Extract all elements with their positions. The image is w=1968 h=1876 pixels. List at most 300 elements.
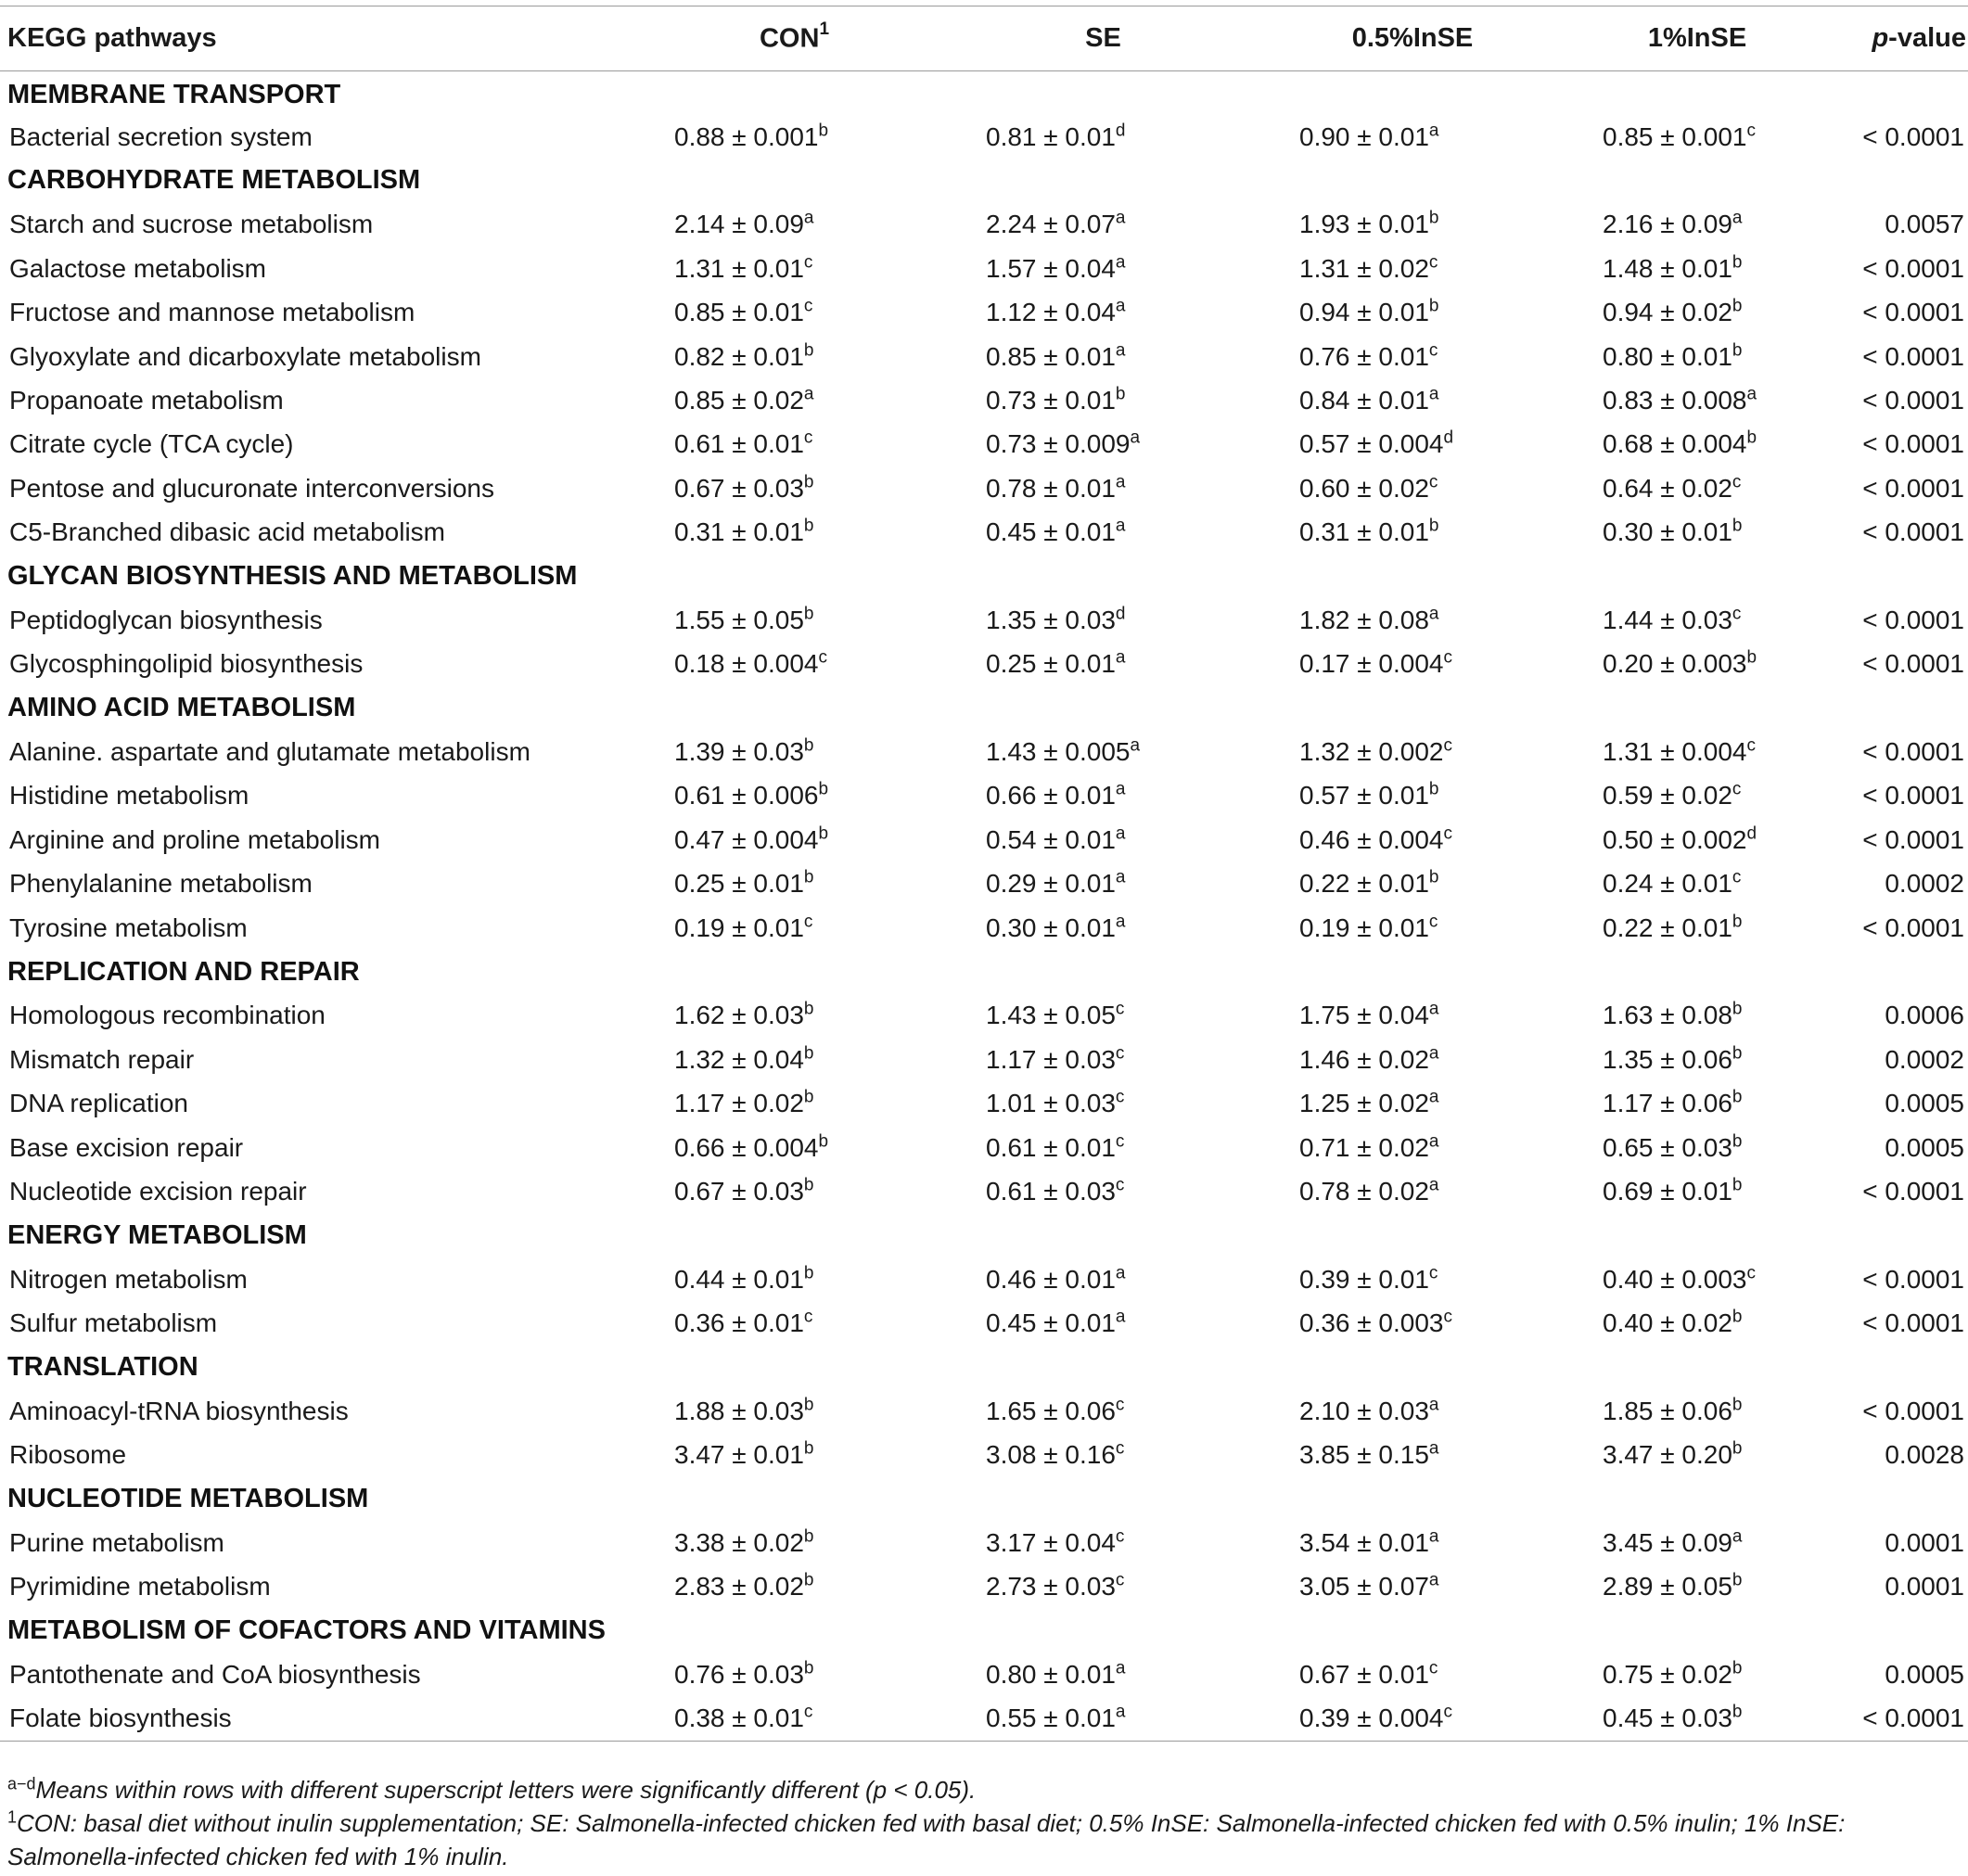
mean-sem: 0.59 ± 0.02 <box>1603 781 1732 810</box>
significance-letter: b <box>803 516 814 536</box>
mean-sem: 3.38 ± 0.02 <box>674 1528 804 1558</box>
mean-sem: 0.61 ± 0.006 <box>674 781 819 810</box>
significance-letter: b <box>803 1395 814 1415</box>
significance-letter: c <box>1732 780 1742 800</box>
p-value-cell: 0.0057 <box>1885 210 1964 239</box>
mean-sem: 0.60 ± 0.02 <box>1299 473 1429 503</box>
section-title: ENERGY METABOLISM <box>7 1219 307 1250</box>
mean-sem: 0.66 ± 0.004 <box>674 1132 819 1162</box>
significance-letter: c <box>803 912 813 932</box>
pathway-name: Peptidoglycan biosynthesis <box>9 605 323 634</box>
mean-sem: 0.19 ± 0.01 <box>1299 912 1429 942</box>
significance-letter: d <box>1115 604 1126 624</box>
pathway-name: Tyrosine metabolism <box>9 912 248 942</box>
header-1-inse: 1%InSE <box>1567 6 1827 71</box>
header-con-footnote-mark: 1 <box>819 19 830 40</box>
value-cell <box>949 1257 1258 1301</box>
value-cell <box>1258 1434 1567 1477</box>
significance-letter: b <box>803 867 814 887</box>
mean-sem: 3.47 ± 0.01 <box>674 1440 804 1470</box>
significance-letter: a <box>1115 1703 1126 1723</box>
pathway-name: Pyrimidine metabolism <box>9 1572 271 1602</box>
value-cell <box>640 1653 949 1697</box>
value-cell <box>640 818 949 861</box>
table-row <box>0 862 1968 906</box>
p-value-cell: 0.0028 <box>1885 1440 1964 1470</box>
mean-sem: 1.82 ± 0.08 <box>1299 605 1429 634</box>
significance-letter: a <box>1115 209 1126 229</box>
value-cell <box>640 290 949 334</box>
value-cell <box>949 862 1258 906</box>
value-cell <box>640 1301 949 1345</box>
value-cell <box>949 1126 1258 1169</box>
significance-letter: b <box>1732 1000 1743 1020</box>
table-row <box>0 203 1968 247</box>
value-cell <box>640 1697 949 1741</box>
mean-sem: 0.57 ± 0.01 <box>1299 781 1429 810</box>
mean-sem: 2.14 ± 0.09 <box>674 210 804 239</box>
pathway-name: Arginine and proline metabolism <box>9 824 380 854</box>
significance-letter: a <box>803 384 814 404</box>
value-cell <box>1258 730 1567 773</box>
p-value-cell: < 0.0001 <box>1862 341 1964 371</box>
value-cell <box>1567 1169 1827 1213</box>
p-value-cell: 0.0005 <box>1885 1132 1964 1162</box>
section-title: CARBOHYDRATE METABOLISM <box>7 165 421 196</box>
significance-letter: b <box>803 1263 814 1283</box>
footnote-groups <box>7 1806 1961 1873</box>
section-title: AMINO ACID METABOLISM <box>7 693 356 723</box>
mean-sem: 0.85 ± 0.01 <box>986 341 1116 371</box>
significance-letter: c <box>1746 1263 1756 1283</box>
header-kegg-pathways: KEGG pathways <box>0 6 640 71</box>
mean-sem: 0.36 ± 0.003 <box>1299 1308 1444 1338</box>
mean-sem: 0.82 ± 0.01 <box>674 341 804 371</box>
pathway-name: Propanoate metabolism <box>9 385 284 415</box>
mean-sem: 2.24 ± 0.07 <box>986 210 1116 239</box>
significance-letter: a <box>1428 1395 1439 1415</box>
p-value-cell: 0.0002 <box>1885 1044 1964 1074</box>
mean-sem: 0.25 ± 0.01 <box>674 869 804 899</box>
section-title: MEMBRANE TRANSPORT <box>7 79 341 109</box>
value-cell <box>949 818 1258 861</box>
pathway-name: Sulfur metabolism <box>9 1308 218 1338</box>
mean-sem: 0.71 ± 0.02 <box>1299 1132 1429 1162</box>
value-cell <box>1258 466 1567 510</box>
value-cell <box>1258 1081 1567 1125</box>
mean-sem: 1.46 ± 0.02 <box>1299 1044 1429 1074</box>
mean-sem: 0.22 ± 0.01 <box>1299 869 1429 899</box>
value-cell <box>640 1081 949 1125</box>
value-cell <box>640 423 949 466</box>
significance-letter: b <box>1732 1175 1743 1195</box>
significance-letter: b <box>1732 1438 1743 1459</box>
table-row <box>0 1565 1968 1609</box>
mean-sem: 0.44 ± 0.01 <box>674 1264 804 1294</box>
significance-letter: a <box>1115 1263 1126 1283</box>
mean-sem: 0.73 ± 0.009 <box>986 429 1131 459</box>
significance-letter: b <box>1428 516 1439 536</box>
significance-letter: c <box>1443 1703 1452 1723</box>
significance-letter: c <box>1115 1395 1125 1415</box>
significance-letter: c <box>1443 1307 1452 1327</box>
pathway-name: Purine metabolism <box>9 1528 224 1558</box>
mean-sem: 0.55 ± 0.01 <box>986 1704 1116 1733</box>
value-cell <box>1567 1434 1827 1477</box>
mean-sem: 0.61 ± 0.03 <box>986 1176 1116 1206</box>
pathway-name: Glyoxylate and dicarboxylate metabolism <box>9 341 481 371</box>
significance-letter: b <box>1732 1571 1743 1591</box>
value-cell <box>640 1389 949 1433</box>
significance-letter: b <box>803 1087 814 1107</box>
pathway-name: Pentose and glucuronate interconversions <box>9 473 495 503</box>
p-value-cell: < 0.0001 <box>1862 1396 1964 1425</box>
p-value-cell: < 0.0001 <box>1862 473 1964 503</box>
value-cell <box>1258 1257 1567 1301</box>
significance-letter: b <box>1732 1703 1743 1723</box>
mean-sem: 0.67 ± 0.03 <box>674 1176 804 1206</box>
section-row <box>0 1477 1968 1521</box>
mean-sem: 0.45 ± 0.01 <box>986 1308 1116 1338</box>
p-value-cell: < 0.0001 <box>1862 649 1964 679</box>
table-row <box>0 510 1968 554</box>
value-cell <box>640 1038 949 1081</box>
pathway-name: Histidine metabolism <box>9 781 249 810</box>
mean-sem: 0.39 ± 0.004 <box>1299 1704 1444 1733</box>
value-cell <box>1567 643 1827 686</box>
pathway-name: Phenylalanine metabolism <box>9 869 313 899</box>
table-row <box>0 1301 1968 1345</box>
value-cell <box>640 1257 949 1301</box>
significance-letter: b <box>1746 647 1757 668</box>
significance-letter: a <box>1115 472 1126 492</box>
significance-letter: c <box>1115 1526 1125 1547</box>
section-row <box>0 686 1968 730</box>
value-cell <box>1567 335 1827 378</box>
mean-sem: 0.85 ± 0.01 <box>674 298 804 327</box>
value-cell <box>1258 247 1567 290</box>
significance-letter: c <box>1746 735 1756 756</box>
value-cell <box>640 994 949 1038</box>
mean-sem: 2.73 ± 0.03 <box>986 1572 1116 1602</box>
value-cell <box>949 1081 1258 1125</box>
value-cell <box>1567 862 1827 906</box>
pathway-name: DNA replication <box>9 1089 188 1118</box>
header-con <box>640 6 949 71</box>
section-title: NUCLEOTIDE METABOLISM <box>7 1484 369 1514</box>
mean-sem: 2.10 ± 0.03 <box>1299 1396 1429 1425</box>
significance-letter: a <box>1732 209 1743 229</box>
value-cell <box>1567 1257 1827 1301</box>
significance-letter: b <box>1115 384 1126 404</box>
mean-sem: 0.57 ± 0.004 <box>1299 429 1444 459</box>
mean-sem: 1.31 ± 0.004 <box>1603 737 1747 767</box>
mean-sem: 1.39 ± 0.03 <box>674 737 804 767</box>
table-row <box>0 818 1968 861</box>
mean-sem: 0.80 ± 0.01 <box>1603 341 1732 371</box>
section-row <box>0 71 1968 115</box>
mean-sem: 1.85 ± 0.06 <box>1603 1396 1732 1425</box>
p-value-cell: < 0.0001 <box>1862 824 1964 854</box>
value-cell <box>1258 643 1567 686</box>
significance-letter: c <box>1746 121 1756 141</box>
p-value-cell: 0.0001 <box>1885 1572 1964 1602</box>
significance-letter: a <box>1428 1087 1439 1107</box>
header-se: SE <box>949 6 1258 71</box>
mean-sem: 1.57 ± 0.04 <box>986 253 1116 283</box>
value-cell <box>949 378 1258 422</box>
significance-letter: b <box>803 1043 814 1064</box>
significance-letter: c <box>1115 1131 1125 1152</box>
significance-letter: b <box>818 1131 829 1152</box>
value-cell <box>949 290 1258 334</box>
mean-sem: 1.44 ± 0.03 <box>1603 605 1732 634</box>
pathway-name: Aminoacyl-tRNA biosynthesis <box>9 1396 349 1425</box>
value-cell <box>1258 598 1567 642</box>
mean-sem: 0.31 ± 0.01 <box>674 517 804 547</box>
value-cell <box>1258 290 1567 334</box>
mean-sem: 0.30 ± 0.01 <box>1603 517 1732 547</box>
value-cell <box>640 1434 949 1477</box>
mean-sem: 0.39 ± 0.01 <box>1299 1264 1429 1294</box>
section-row <box>0 1346 1968 1389</box>
p-value-cell: < 0.0001 <box>1862 298 1964 327</box>
mean-sem: 1.48 ± 0.01 <box>1603 253 1732 283</box>
value-cell <box>1258 1565 1567 1609</box>
mean-sem: 0.46 ± 0.01 <box>986 1264 1116 1294</box>
p-value-cell: < 0.0001 <box>1862 1264 1964 1294</box>
mean-sem: 0.78 ± 0.01 <box>986 473 1116 503</box>
significance-letter: b <box>1732 340 1743 361</box>
significance-letter: b <box>1732 296 1743 316</box>
mean-sem: 1.32 ± 0.002 <box>1299 737 1444 767</box>
value-cell <box>949 906 1258 950</box>
footnote-significance-text: Means within rows with different superscript letters were significantly different (p < 0.05). <box>35 1776 977 1804</box>
p-value-cell: < 0.0001 <box>1862 253 1964 283</box>
significance-letter: b <box>1428 296 1439 316</box>
mean-sem: 0.88 ± 0.001 <box>674 121 819 151</box>
significance-letter: b <box>803 1175 814 1195</box>
significance-letter: c <box>803 296 813 316</box>
p-value-cell: < 0.0001 <box>1862 912 1964 942</box>
value-cell <box>640 335 949 378</box>
mean-sem: 0.46 ± 0.004 <box>1299 824 1444 854</box>
value-cell <box>949 1389 1258 1433</box>
table-header <box>0 6 1968 71</box>
mean-sem: 0.20 ± 0.003 <box>1603 649 1747 679</box>
table-row <box>0 730 1968 773</box>
mean-sem: 0.81 ± 0.01 <box>986 121 1116 151</box>
significance-letter: c <box>1732 472 1742 492</box>
value-cell <box>640 466 949 510</box>
section-title: TRANSLATION <box>7 1352 198 1383</box>
value-cell <box>949 1301 1258 1345</box>
table-row <box>0 378 1968 422</box>
value-cell <box>640 1565 949 1609</box>
mean-sem: 0.17 ± 0.004 <box>1299 649 1444 679</box>
table-row <box>0 906 1968 950</box>
value-cell <box>1258 1301 1567 1345</box>
pathway-name: Homologous recombination <box>9 1001 326 1030</box>
p-value-cell: < 0.0001 <box>1862 385 1964 415</box>
table-row <box>0 115 1968 159</box>
mean-sem: 0.19 ± 0.01 <box>674 912 804 942</box>
significance-letter: a <box>1115 780 1126 800</box>
value-cell <box>1567 730 1827 773</box>
value-cell <box>640 1126 949 1169</box>
significance-letter: c <box>803 1307 813 1327</box>
value-cell <box>1567 818 1827 861</box>
value-cell <box>949 643 1258 686</box>
table-row <box>0 1697 1968 1741</box>
mean-sem: 0.50 ± 0.002 <box>1603 824 1747 854</box>
mean-sem: 2.83 ± 0.02 <box>674 1572 804 1602</box>
significance-letter: c <box>1428 1263 1438 1283</box>
value-cell <box>1567 203 1827 247</box>
mean-sem: 0.31 ± 0.01 <box>1299 517 1429 547</box>
mean-sem: 0.76 ± 0.01 <box>1299 341 1429 371</box>
value-cell <box>640 1521 949 1564</box>
mean-sem: 0.30 ± 0.01 <box>986 912 1116 942</box>
mean-sem: 0.22 ± 0.01 <box>1603 912 1732 942</box>
mean-sem: 0.67 ± 0.01 <box>1299 1660 1429 1690</box>
significance-letter: a <box>1428 1438 1439 1459</box>
significance-letter: a <box>1428 1131 1439 1152</box>
table-row <box>0 1081 1968 1125</box>
mean-sem: 3.05 ± 0.07 <box>1299 1572 1429 1602</box>
mean-sem: 1.31 ± 0.02 <box>1299 253 1429 283</box>
mean-sem: 3.45 ± 0.09 <box>1603 1528 1732 1558</box>
significance-letter: b <box>818 823 829 844</box>
mean-sem: 0.61 ± 0.01 <box>674 429 804 459</box>
value-cell <box>1258 423 1567 466</box>
mean-sem: 0.54 ± 0.01 <box>986 824 1116 854</box>
footnote-significance <box>7 1773 1961 1806</box>
header-p-italic: p <box>1872 23 1889 53</box>
significance-letter: a <box>1115 912 1126 932</box>
p-value-cell: 0.0002 <box>1885 869 1964 899</box>
significance-letter: b <box>1732 516 1743 536</box>
value-cell <box>1567 510 1827 554</box>
mean-sem: 0.67 ± 0.03 <box>674 473 804 503</box>
table-row <box>0 1653 1968 1697</box>
value-cell <box>1258 1038 1567 1081</box>
value-cell <box>1567 378 1827 422</box>
section-row <box>0 555 1968 598</box>
mean-sem: 0.69 ± 0.01 <box>1603 1176 1732 1206</box>
mean-sem: 1.31 ± 0.01 <box>674 253 804 283</box>
value-cell <box>1567 1038 1827 1081</box>
table-row <box>0 1521 1968 1564</box>
significance-letter: b <box>803 340 814 361</box>
mean-sem: 1.43 ± 0.05 <box>986 1001 1116 1030</box>
kegg-pathways-table <box>0 6 1968 1742</box>
significance-letter: b <box>818 780 829 800</box>
significance-letter: c <box>1443 647 1452 668</box>
significance-letter: c <box>1443 735 1452 756</box>
significance-letter: b <box>1732 1043 1743 1064</box>
mean-sem: 0.78 ± 0.02 <box>1299 1176 1429 1206</box>
pathway-name: Folate biosynthesis <box>0 1697 640 1741</box>
significance-letter: a <box>1428 1571 1439 1591</box>
significance-letter: a <box>1115 516 1126 536</box>
section-row <box>0 159 1968 202</box>
significance-letter: a <box>1428 384 1439 404</box>
significance-letter: d <box>1746 823 1757 844</box>
value-cell <box>1258 1389 1567 1433</box>
table-row <box>0 994 1968 1038</box>
mean-sem: 1.93 ± 0.01 <box>1299 210 1429 239</box>
mean-sem: 0.76 ± 0.03 <box>674 1660 804 1690</box>
significance-letter: a <box>1130 735 1141 756</box>
table-footnotes <box>7 1773 1961 1873</box>
mean-sem: 0.45 ± 0.01 <box>986 517 1116 547</box>
pathway-name: Nucleotide excision repair <box>9 1176 307 1206</box>
significance-letter: a <box>1746 384 1757 404</box>
significance-letter: a <box>1115 867 1126 887</box>
mean-sem: 2.89 ± 0.05 <box>1603 1572 1732 1602</box>
mean-sem: 1.75 ± 0.04 <box>1299 1001 1429 1030</box>
header-05-inse: 0.5%InSE <box>1258 6 1567 71</box>
significance-letter: c <box>1428 1658 1438 1678</box>
significance-letter: a <box>1428 604 1439 624</box>
mean-sem: 3.47 ± 0.20 <box>1603 1440 1732 1470</box>
table-row <box>0 774 1968 818</box>
value-cell <box>1258 994 1567 1038</box>
mean-sem: 1.17 ± 0.03 <box>986 1044 1116 1074</box>
mean-sem: 0.38 ± 0.01 <box>674 1704 804 1733</box>
significance-letter: c <box>1428 340 1438 361</box>
value-cell <box>949 1521 1258 1564</box>
mean-sem: 0.47 ± 0.004 <box>674 824 819 854</box>
significance-letter: b <box>1732 1131 1743 1152</box>
footnote-groups-mark: 1 <box>7 1807 18 1827</box>
value-cell <box>1258 335 1567 378</box>
value-cell <box>1258 1521 1567 1564</box>
significance-letter: a <box>1428 121 1439 141</box>
mean-sem: 1.17 ± 0.02 <box>674 1089 804 1118</box>
p-value-cell: < 0.0001 <box>1862 781 1964 810</box>
p-value-cell: < 0.0001 <box>1862 1176 1964 1206</box>
pathway-name: Fructose and mannose metabolism <box>9 298 415 327</box>
table-row <box>0 1126 1968 1169</box>
footnote-groups-text: CON: basal diet without inulin supplementation; SE: Salmonella-infected chicken fed with basal diet; 0.5% InSE: Salmonella-infected chicken fed with 0.5% inulin; 1% InSE: Salmonella-infected chicken fed with 1% inulin. <box>7 1809 1846 1870</box>
significance-letter: a <box>1115 296 1126 316</box>
pathway-name: Glycosphingolipid biosynthesis <box>9 649 364 679</box>
significance-letter: b <box>1732 912 1743 932</box>
significance-letter: b <box>803 1000 814 1020</box>
pathway-name: Galactose metabolism <box>9 253 267 283</box>
mean-sem: 1.25 ± 0.02 <box>1299 1089 1429 1118</box>
pathway-name: Ribosome <box>9 1440 127 1470</box>
section-row <box>0 1214 1968 1257</box>
value-cell <box>640 774 949 818</box>
significance-letter: c <box>803 428 813 448</box>
pathway-name: Alanine. aspartate and glutamate metabolism <box>9 737 530 767</box>
value-cell <box>949 423 1258 466</box>
significance-letter: b <box>818 121 829 141</box>
significance-letter: a <box>1115 1307 1126 1327</box>
significance-letter: b <box>803 735 814 756</box>
significance-letter: c <box>818 647 827 668</box>
significance-letter: c <box>803 1703 813 1723</box>
value-cell <box>949 1434 1258 1477</box>
mean-sem: 0.94 ± 0.02 <box>1603 298 1732 327</box>
footnote-significance-mark: a−d <box>7 1774 36 1793</box>
value-cell <box>949 466 1258 510</box>
mean-sem: 0.45 ± 0.03 <box>1603 1704 1732 1733</box>
p-value-cell: < 0.0001 <box>1862 429 1964 459</box>
